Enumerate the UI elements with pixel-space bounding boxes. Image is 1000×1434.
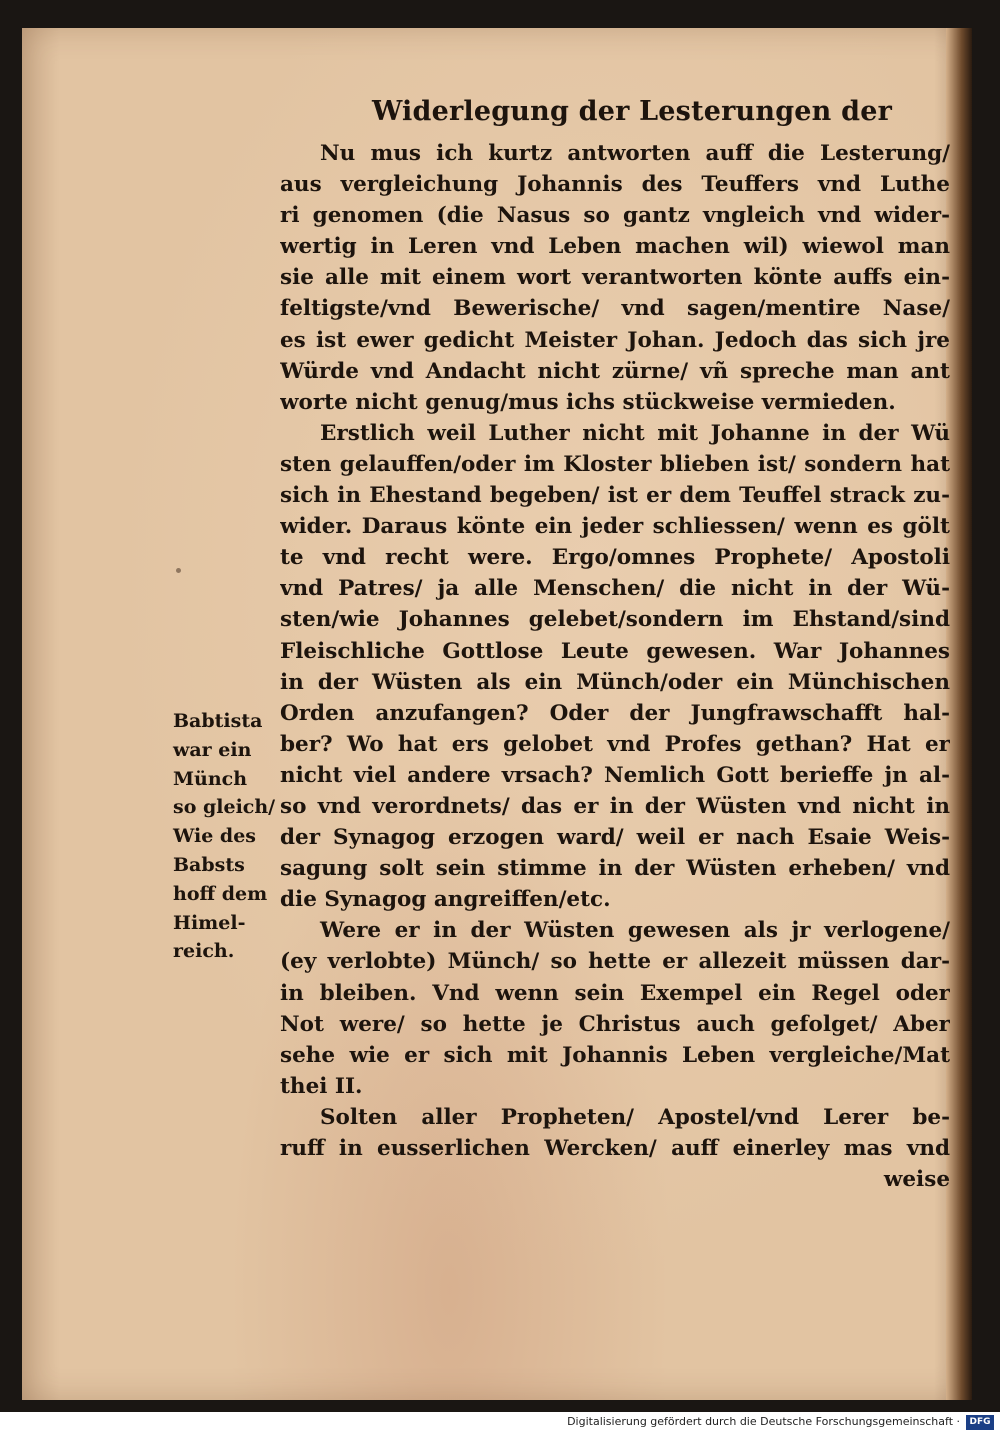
marginal-line: Wie des xyxy=(173,825,256,848)
text-line: Were er in der Wüsten gewesen als jr verlogene/ xyxy=(320,918,950,944)
text-line: sehe wie er sich mit Johannis Leben vergleiche/Mat xyxy=(280,1042,950,1068)
body-text xyxy=(280,138,950,1195)
text-line: sten gelauffen/oder im Kloster blieben ist/ sondern hat xyxy=(280,451,950,477)
text-line: nicht viel andere vrsach? Nemlich Gott berieffe jn al- xyxy=(280,762,950,788)
text-line: wertig in Leren vnd Leben machen wil) wiewol man xyxy=(280,234,950,260)
text-line: Erstlich weil Luther nicht mit Johanne in der Wü xyxy=(320,420,950,446)
text-line: aus vergleichung Johannis des Teuffers vnd Luthe xyxy=(280,172,950,198)
text-line: die Synagog angreiffen/etc. xyxy=(280,887,611,913)
text-line: sie alle mit einem wort verantworten könte auffs ein- xyxy=(280,265,950,291)
text-line: Solten aller Propheten/ Apostel/vnd Lerer be- xyxy=(320,1104,950,1130)
dfg-logo: DFG xyxy=(966,1415,994,1430)
text-line: Orden anzufangen? Oder der Jungfrawschafft hal- xyxy=(280,700,950,726)
marginal-line: Babtista xyxy=(173,710,263,732)
text-line: der Synagog erzogen ward/ weil er nach Esaie Weis- xyxy=(280,825,950,851)
marginal-line: Himel- xyxy=(173,911,246,934)
text-line: so vnd verordnets/ das er in der Wüsten vnd nicht in xyxy=(280,793,950,819)
marginal-note xyxy=(173,707,276,966)
funding-credit: Digitalisierung gefördert durch die Deutsche Forschungsgemeinschaft · xyxy=(567,1415,960,1428)
text-line: es ist ewer gedicht Meister Johan. Jedoch das sich jre xyxy=(280,327,950,353)
marginal-line: reich. xyxy=(173,940,235,963)
footer-bar xyxy=(0,1412,1000,1434)
text-line: thei II. xyxy=(280,1073,363,1099)
text-line: feltigste/vnd Bewerische/ vnd sagen/mentire Nase/ xyxy=(280,296,950,322)
marginal-line: Münch xyxy=(173,767,248,790)
marginal-line: Babsts xyxy=(173,853,245,876)
text-line: ri genomen (die Nasus so gantz vngleich vnd wider- xyxy=(280,203,950,229)
text-line: (ey verlobte) Münch/ so hette er allezeit müssen dar- xyxy=(280,949,950,975)
text-line: sich in Ehestand begeben/ ist er dem Teuffel strack zu- xyxy=(280,483,950,509)
text-line: ruff in eusserlichen Wercken/ auff einerley mas vnd xyxy=(280,1136,950,1161)
marginal-line: war ein xyxy=(173,738,252,761)
text-line: vnd Patres/ ja alle Menschen/ die nicht in der Wü- xyxy=(280,576,950,602)
text-line: Not were/ so hette je Christus auch gefolget/ Aber xyxy=(280,1011,950,1037)
text-line: Würde vnd Andacht nicht zürne/ vñ spreche man ant xyxy=(280,358,950,384)
running-head: Widerlegung der Lesterungen der xyxy=(372,96,892,127)
text-line: wider. Daraus könte ein jeder schliessen/ wenn es gölt xyxy=(280,514,950,540)
text-line: Fleischliche Gottlose Leute gewesen. War Johannes xyxy=(280,638,950,664)
text-line: te vnd recht were. Ergo/omnes Prophete/ Apostoli xyxy=(280,545,950,571)
text-line: ber? Wo hat ers gelobet vnd Profes gethan? Hat er xyxy=(280,731,950,757)
marginal-line: so gleich/ xyxy=(173,796,276,819)
text-line: worte nicht genug/mus ichs stückweise vermieden. xyxy=(280,389,896,415)
catchword: weise xyxy=(883,1167,950,1193)
text-line: in der Wüsten als ein Münch/oder ein Münchischen xyxy=(280,669,950,695)
ink-speck xyxy=(176,568,181,573)
text-line: sagung solt sein stimme in der Wüsten erheben/ vnd xyxy=(280,856,950,882)
text-line: sten/wie Johannes gelebet/sondern im Ehstand/sind xyxy=(280,607,950,633)
text-line: Nu mus ich kurtz antworten auff die Lesterung/ xyxy=(320,141,950,166)
marginal-line: hoff dem xyxy=(173,882,268,905)
text-line: in bleiben. Vnd wenn sein Exempel ein Regel oder xyxy=(280,980,950,1006)
